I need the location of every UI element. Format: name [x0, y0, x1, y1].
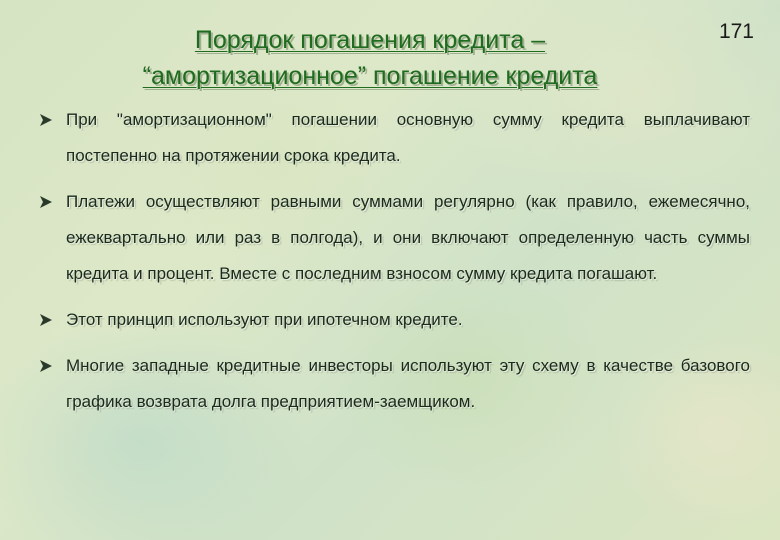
bullet-text: Этот принцип используют при ипотечном кредите. [66, 310, 463, 329]
slide-title-line-2: “амортизационное” погашение кредита [142, 62, 598, 90]
arrow-bullet-icon [38, 312, 54, 328]
bullet-item [38, 302, 750, 338]
arrow-bullet-icon [38, 358, 54, 374]
arrow-bullet-icon [38, 112, 54, 128]
bullet-item [38, 184, 750, 292]
bullet-list [38, 102, 750, 430]
bullet-item [38, 102, 750, 174]
slide-number: 171 [718, 20, 754, 43]
bullet-text: При "амортизационном" погашении основную сумму кредита выплачивают постепенно на протяжении срока кредита. [66, 110, 750, 165]
slide-title-line-1: Порядок погашения кредита – [194, 26, 546, 54]
slide-title [0, 22, 740, 94]
bullet-text: Платежи осуществляют равными суммами регулярно (как правило, ежемесячно, ежеквартально или раз в полгода), и они включают определенную часть суммы кредита и процент. Вместе с последним взносом сумму кредита погашают. [66, 192, 750, 283]
bullet-text: Многие западные кредитные инвесторы используют эту схему в качестве базового графика возврата долга предприятием-заемщиком. [66, 356, 750, 411]
bullet-item [38, 348, 750, 420]
arrow-bullet-icon [38, 194, 54, 210]
